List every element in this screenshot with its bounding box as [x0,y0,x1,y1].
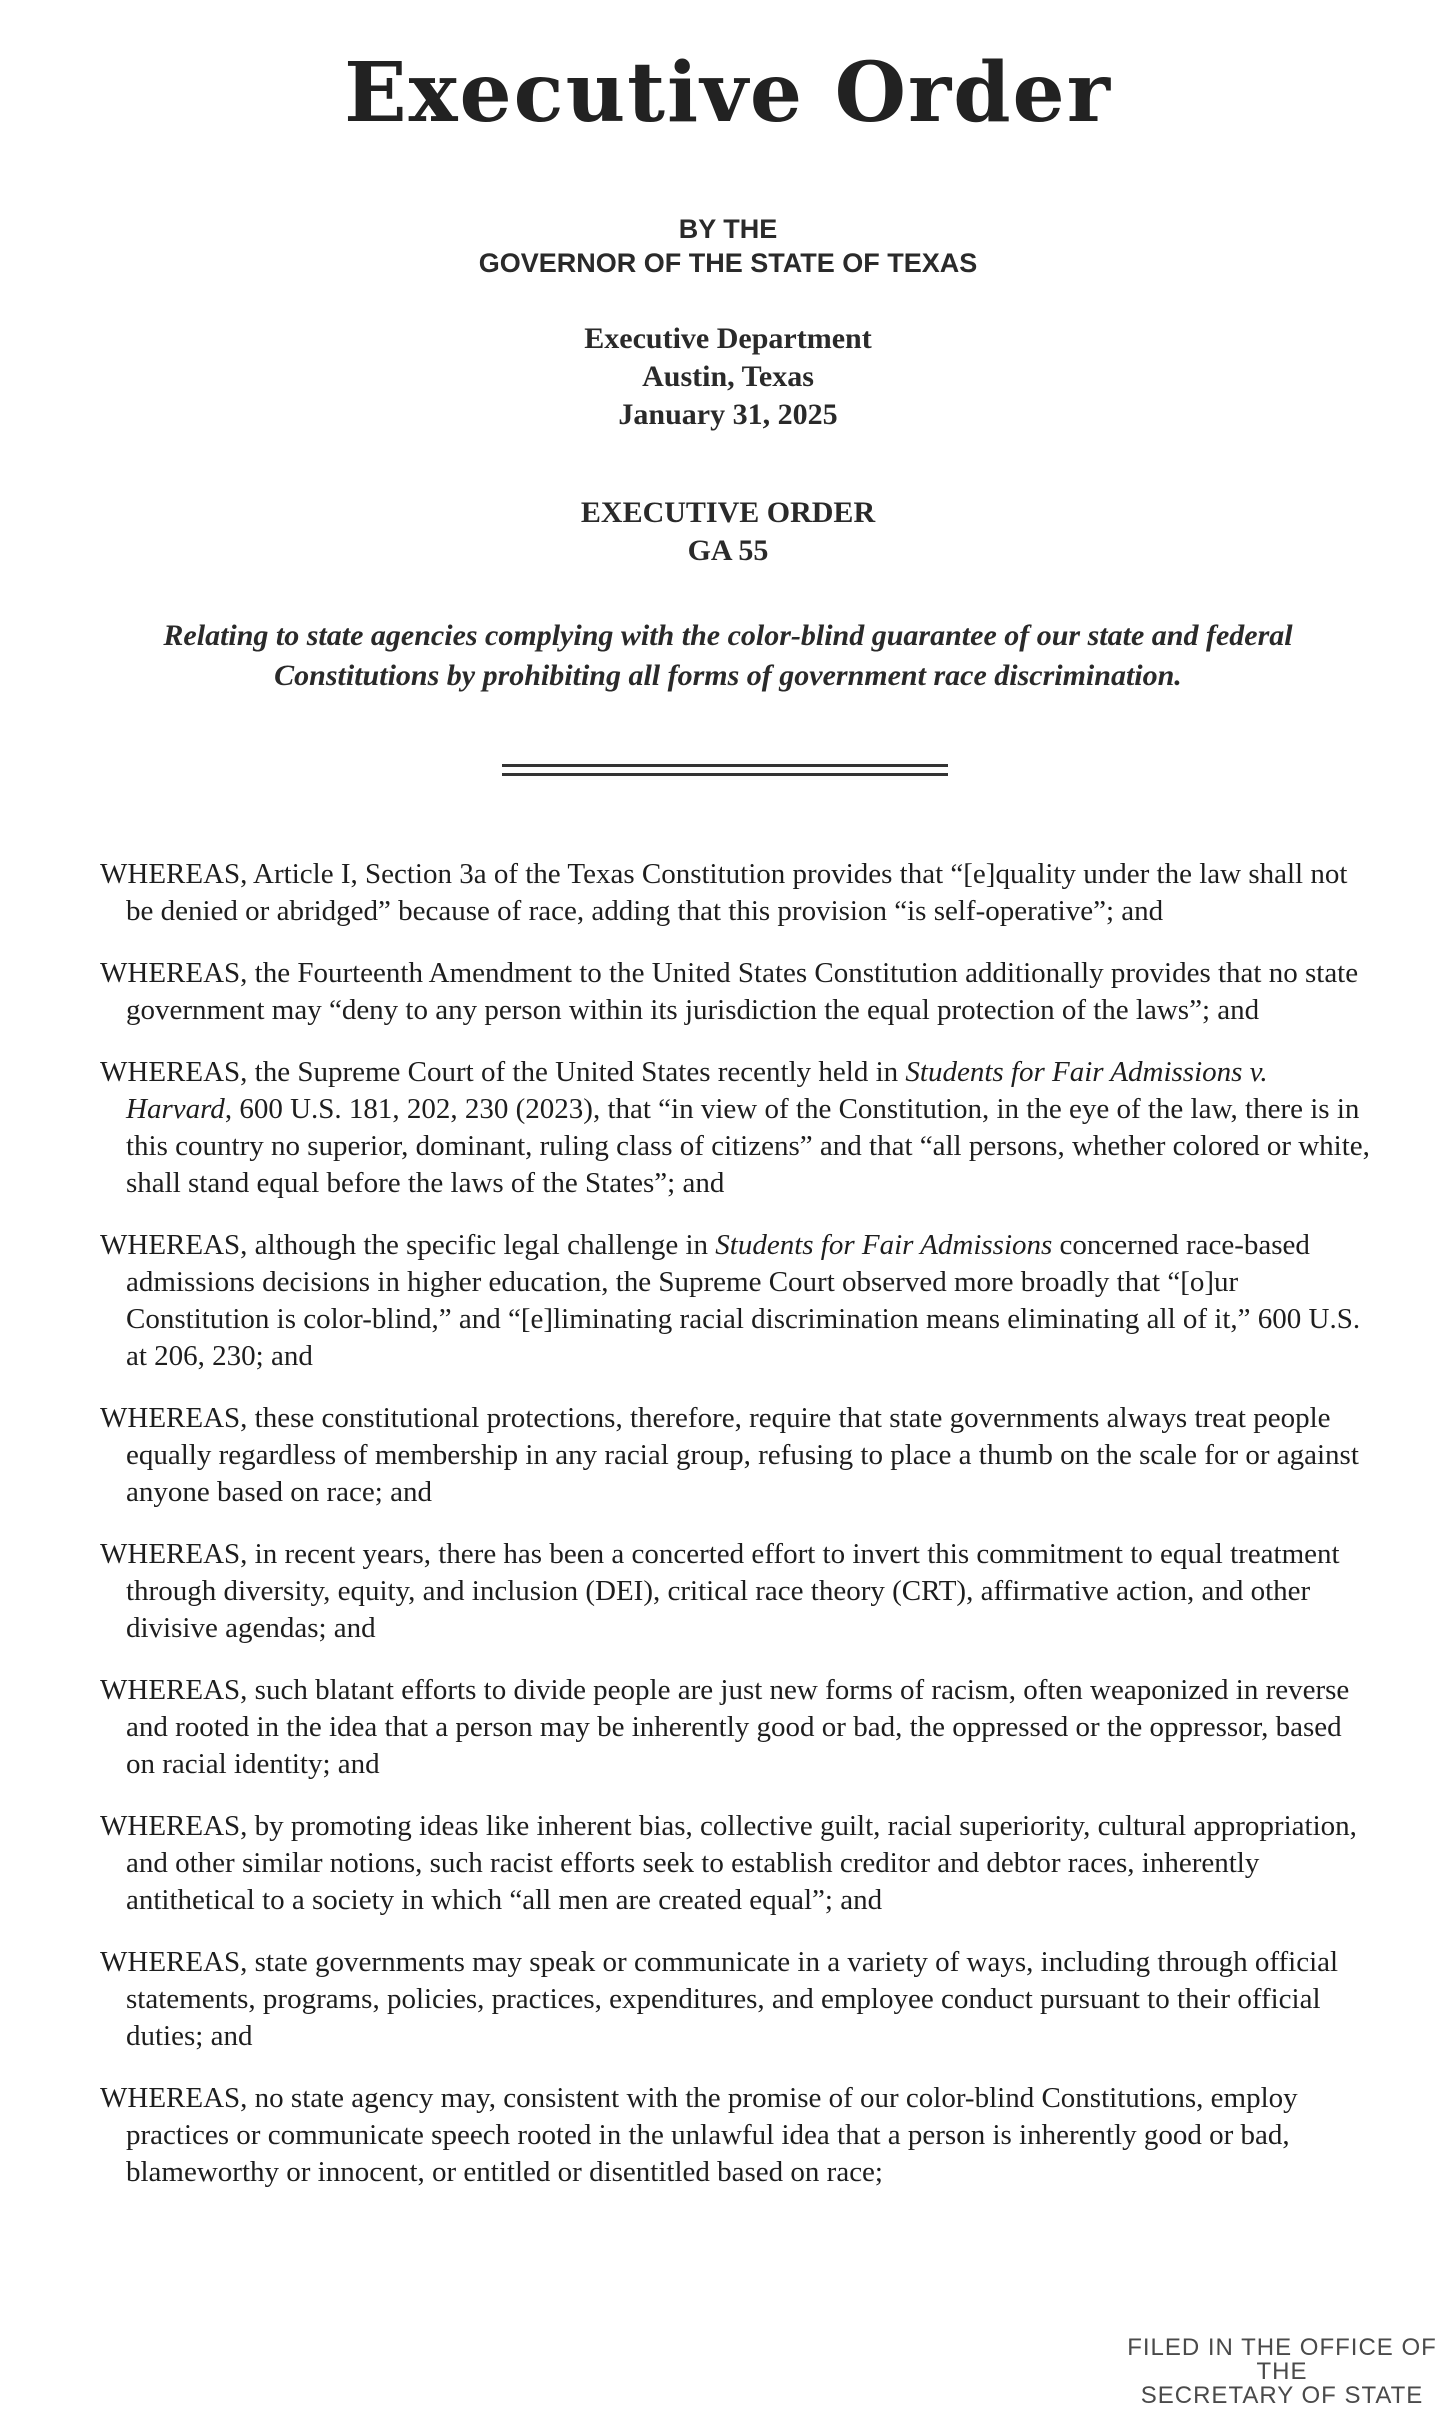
relating-line-2: Constitutions by prohibiting all forms of government race discrimination. [274,659,1182,692]
whereas-clause: WHEREAS, in recent years, there has been a concerted effort to invert this commitment to equal treatment through diversity, equity, and inclusion (DEI), critical race theory (CRT), affirmative action, and other divisive agendas; and [100,1538,1340,1644]
whereas-clause: WHEREAS, by promoting ideas like inherent bias, collective guilt, racial superiority, cultural appropriation, and other similar notions, such racist efforts seek to establish creditor and debtor races, inherently antithetical to a society in which “all men are created equal”; and [100,1810,1357,1916]
whereas-clause: WHEREAS, these constitutional protections, therefore, require that state governments always treat people equally regardless of membership in any racial group, refusing to place a thumb on the scale for or against anyone based on race; and [100,1402,1359,1508]
whereas-clauses [100,856,1370,2216]
issuer-block [0,212,1456,280]
filed-stamp [1108,2336,1456,2408]
relating-statement [100,616,1356,696]
case-name: Students for Fair Admissions [715,1229,1053,1261]
whereas-clause: WHEREAS, such blatant efforts to divide people are just new forms of racism, often weaponized in reverse and rooted in the idea that a person may be inherently good or bad, the oppressed or the oppressor, based on racial identity; and [100,1674,1350,1780]
section-divider [502,764,948,776]
whereas-clause: WHEREAS, the Fourteenth Amendment to the United States Constitution additionally provides that no state government may “deny to any person within its jurisdiction the equal protection of the laws”; and [100,957,1359,1026]
document-title: Executive Order [344,45,1112,141]
whereas-clause [100,1054,1370,1202]
whereas-clause: WHEREAS, no state agency may, consistent with the promise of our color-blind Constitutions, employ practices or communicate speech rooted in the unlawful idea that a person is inherently good or bad, blameworthy or innocent, or entitled or disentitled based on race; [100,2082,1298,2188]
governor-line: GOVERNOR OF THE STATE OF TEXAS [478,248,978,278]
clause-text: , 600 U.S. 181, 202, 230 (2023), that “in view of the Constitution, in the eye of the law, there is in this country no superior, dominant, ruling class of citizens” and that “all persons, whether colored or white, shall stand equal before the laws of the States”; and [126,1093,1370,1199]
department-location: Austin, Texas [642,360,814,393]
stamp-line-2: SECRETARY OF STATE [1140,2382,1424,2409]
order-label: EXECUTIVE ORDER [580,496,876,529]
order-id-block [0,494,1456,570]
department-name: Executive Department [584,322,872,355]
whereas-clause [100,1227,1370,1375]
relating-line-1: Relating to state agencies complying with the color-blind guarantee of our state and federal [163,619,1293,652]
case-name: Students for Fair Admissions v. Harvard [126,1056,1268,1125]
by-the-line: BY THE [678,214,778,244]
clause-text: WHEREAS, the Supreme Court of the United States recently held in [100,1056,906,1088]
department-block [0,320,1456,434]
clause-text: WHEREAS, although the specific legal challenge in [100,1229,716,1261]
whereas-clause: WHEREAS, Article I, Section 3a of the Texas Constitution provides that “[e]quality under the law shall not be denied or abridged” because of race, adding that this provision “is self-operative”; and [100,858,1348,927]
order-number: GA 55 [687,534,769,567]
order-date: January 31, 2025 [618,398,838,431]
stamp-line-1: FILED IN THE OFFICE OF THE [1127,2334,1437,2385]
clause-text: concerned race-based admissions decisions in higher education, the Supreme Court observed more broadly that “[o]ur Constitution is color-blind,” and “[e]liminating racial discrimination means eliminating all of it,” 600 U.S. at 206, 230; and [126,1229,1361,1372]
whereas-clause: WHEREAS, state governments may speak or communicate in a variety of ways, including through official statements, programs, policies, practices, expenditures, and employee conduct pursuant to their official duties; and [100,1946,1339,2052]
